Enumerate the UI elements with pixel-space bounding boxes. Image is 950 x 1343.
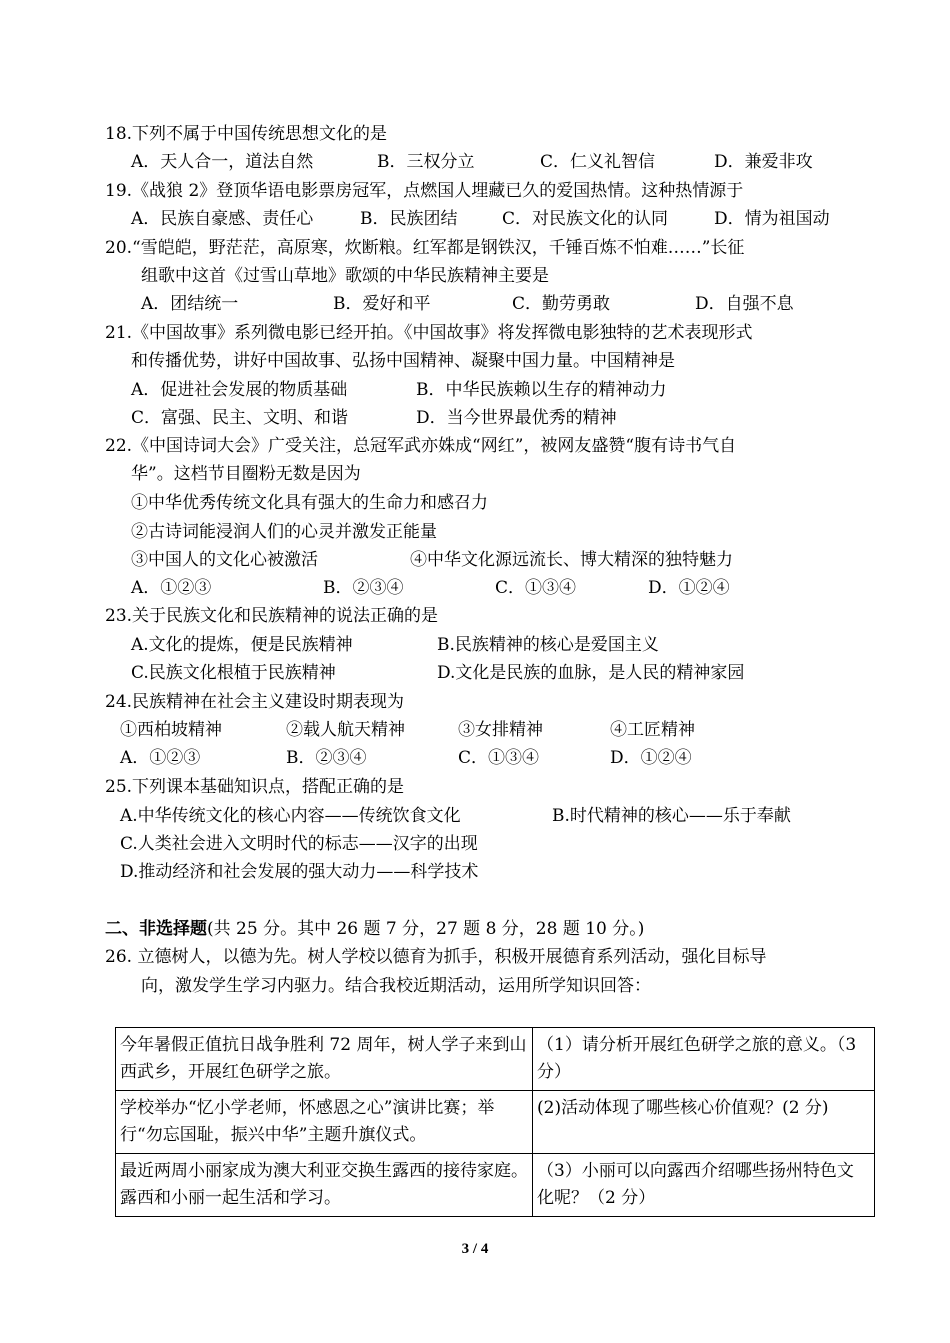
q25-option-b: B.时代精神的核心——乐于奉献 (552, 806, 791, 826)
q25-stem: 25.下列课本基础知识点，搭配正确的是 (105, 777, 405, 797)
q21-option-a: A．促进社会发展的物质基础 (131, 380, 348, 400)
table-cell-material: 今年暑假正值抗日战争胜利 72 周年，树人学子来到山西武乡，开展红色研学之旅。 (116, 1028, 533, 1091)
q18-option-d: D．兼爱非攻 (714, 152, 813, 172)
q20-option-c: C．勤劳勇敢 (512, 294, 611, 314)
q24-item-2: ②载人航天精神 (286, 720, 405, 740)
q21-option-c: C．富强、民主、文明、和谐 (131, 408, 349, 428)
q25-option-c: C.人类社会进入文明时代的标志——汉字的出现 (120, 834, 478, 854)
table-cell-question: （1）请分析开展红色研学之旅的意义。（3 分） (533, 1028, 875, 1091)
q24-stem: 24.民族精神在社会主义建设时期表现为 (105, 692, 405, 712)
q19-option-c: C．对民族文化的认同 (502, 209, 669, 229)
q18-option-a: A．天人合一，道法自然 (131, 152, 314, 172)
q23-stem: 23.关于民族文化和民族精神的说法正确的是 (105, 606, 439, 626)
table-cell-material: 最近两周小丽家成为澳大利亚交换生露西的接待家庭。露西和小丽一起生活和学习。 (116, 1154, 533, 1217)
q18-option-b: B．三权分立 (377, 152, 475, 172)
q22-item-3: ③中国人的文化心被激活 (131, 550, 318, 570)
table-cell-question: (2)活动体现了哪些核心价值观？(2 分) (533, 1091, 875, 1154)
q23-option-c: C.民族文化根植于民族精神 (131, 663, 336, 683)
section-2-heading (105, 918, 644, 940)
q24-option-b: B．②③④ (286, 748, 367, 768)
q20-option-a: A．团结统一 (141, 294, 239, 314)
q24-option-a: A．①②③ (120, 748, 201, 768)
table-row (116, 1154, 875, 1217)
q19-option-a: A．民族自豪感、责任心 (131, 209, 314, 229)
q22-option-b: B．②③④ (323, 578, 404, 598)
q20-stem-line2: 组歌中这首《过雪山草地》歌颂的中华民族精神主要是 (141, 266, 549, 286)
q18-stem: 18.下列不属于中国传统思想文化的是 (105, 124, 388, 144)
table-row (116, 1028, 875, 1091)
q22-stem-line1: 22.《中国诗词大会》广受关注，总冠军武亦姝成“网红”，被网友盛赞“腹有诗书气自 (105, 436, 737, 456)
q23-option-d: D.文化是民族的血脉，是人民的精神家园 (437, 663, 745, 683)
q22-stem-line2: 华”。这档节目圈粉无数是因为 (131, 464, 361, 484)
q19-stem: 19.《战狼 2》登顶华语电影票房冠军，点燃国人埋藏已久的爱国热情。这种热情源于 (105, 181, 744, 201)
q22-option-c: C．①③④ (495, 578, 577, 598)
q22-item-1: ①中华优秀传统文化具有强大的生命力和感召力 (131, 493, 488, 513)
q21-option-b: B．中华民族赖以生存的精神动力 (416, 380, 667, 400)
q25-option-a: A.中华传统文化的核心内容——传统饮食文化 (120, 806, 461, 826)
q21-stem-line2: 和传播优势，讲好中国故事、弘扬中国精神、凝聚中国力量。中国精神是 (131, 351, 675, 371)
section-2-title: 二、非选择题 (105, 919, 207, 939)
q24-option-c: C．①③④ (458, 748, 540, 768)
table-cell-question: （3）小丽可以向露西介绍哪些扬州特色文化呢？（2 分） (533, 1154, 875, 1217)
q18-option-c: C．仁义礼智信 (540, 152, 656, 172)
q21-stem-line1: 21.《中国故事》系列微电影已经开拍。《中国故事》将发挥微电影独特的艺术表现形式 (105, 323, 753, 343)
q22-item-4: ④中华文化源远流长、博大精深的独特魅力 (410, 550, 733, 570)
q26-table (115, 1027, 875, 1217)
q26-stem-line1: 26. 立德树人，以德为先。树人学校以德育为抓手，积极开展德育系列活动，强化目标导 (105, 947, 767, 967)
q22-option-d: D．①②④ (648, 578, 730, 598)
table-row (116, 1091, 875, 1154)
q20-option-d: D．自强不息 (695, 294, 794, 314)
q19-option-b: B．民族团结 (360, 209, 458, 229)
q23-option-a: A.文化的提炼，便是民族精神 (131, 635, 353, 655)
q24-item-4: ④工匠精神 (610, 720, 695, 740)
q22-option-a: A．①②③ (131, 578, 212, 598)
q26-stem-line2: 向，激发学生学习内驱力。结合我校近期活动，运用所学知识回答： (141, 976, 651, 996)
q25-option-d: D.推动经济和社会发展的强大动力——科学技术 (120, 862, 479, 882)
q24-item-3: ③女排精神 (458, 720, 543, 740)
q20-stem-line1: 20.“雪皑皑，野茫茫，高原寒，炊断粮。红军都是钢铁汉，千锤百炼不怕难……”长征 (105, 238, 745, 258)
section-2-note: (共 25 分。其中 26 题 7 分，27 题 8 分，28 题 10 分。) (207, 919, 645, 939)
q21-option-d: D．当今世界最优秀的精神 (416, 408, 617, 428)
q24-option-d: D．①②④ (610, 748, 692, 768)
q20-option-b: B．爱好和平 (333, 294, 431, 314)
q22-item-2: ②古诗词能浸润人们的心灵并激发正能量 (131, 522, 437, 542)
q23-option-b: B.民族精神的核心是爱国主义 (437, 635, 659, 655)
q19-option-d: D．情为祖国动 (714, 209, 830, 229)
q24-item-1: ①西柏坡精神 (120, 720, 222, 740)
table-cell-material: 学校举办“忆小学老师，怀感恩之心”演讲比赛；举行“勿忘国耻，振兴中华”主题升旗仪式。 (116, 1091, 533, 1154)
page-number: 3 / 4 (461, 1241, 489, 1257)
